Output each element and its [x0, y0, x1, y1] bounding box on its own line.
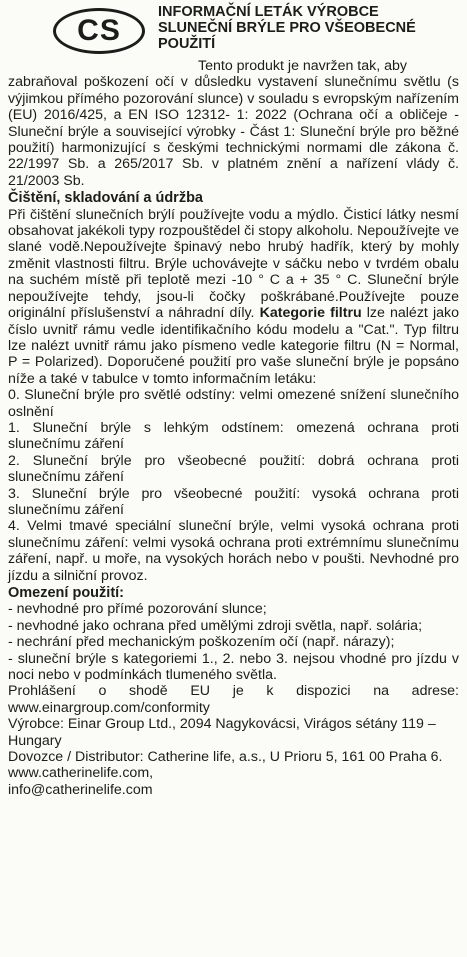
care-paragraph	[8, 207, 459, 387]
manufacturer-info: Výrobce: Einar Group Ltd., 2094 Nagykovácsi, Virágos sétány 119 – Hungary	[8, 716, 436, 749]
title-line-1: INFORMAČNÍ LETÁK VÝROBCE	[158, 4, 379, 20]
intro-paragraph: zabraňoval poškození očí v důsledku vystavení slunečnímu světlu (s výjimkou přímého pozorování slunce) v souladu s evropským nařízením (EU) 2016/425, a EN ISO 12312- 1: 2022 (Ochrana očí a obličeje - Sluneční brýle a související výrobky - Část 1: Sluneční brýle pro běžné použití) harmonizující s českými technickými normami dle zákona č. 22/1997 Sb. a 265/2017 Sb. v platném znění a nařízení vlády č. 21/2003 Sb.	[8, 74, 459, 189]
intro-first-line: Tento produkt je navržen tak, aby	[198, 58, 407, 74]
importer-info: Dovozce / Distributor: Catherine life, a.s., U Prioru 5, 161 00 Praha 6. www.catherinelife.com,	[8, 749, 443, 782]
title-line-2: SLUNEČNÍ BRÝLE PRO VŠEOBECNÉ	[158, 20, 416, 36]
filter-category-bold: Kategorie filtru	[259, 305, 362, 322]
conformity-declaration: Prohlášení o shodě EU je k dispozici na adrese:	[8, 683, 459, 700]
title-line-3: POUŽITÍ	[158, 36, 216, 52]
language-badge: CS	[53, 8, 145, 54]
limit-item: - sluneční brýle s kategoriemi 1., 2. nebo 3. nejsou vhodné pro jízdu v noci nebo v podmínkách tlumeného světla.	[8, 650, 459, 684]
conformity-url: www.einargroup.com/conformity	[8, 699, 210, 716]
limit-item: - nevhodné pro přímé pozorování slunce;	[8, 601, 267, 618]
leaflet-title	[158, 4, 463, 52]
limit-item: - nechrání před mechanickým poškozením očí (např. nárazy);	[8, 634, 395, 651]
leaflet-body	[8, 58, 459, 798]
care-text-before: Při čištění slunečních brýlí používejte vodu a mýdlo. Čisticí látky nesmí obsahovat jakékoli typy rozpouštědel či stopy alkoholu. Nepoužívejte ve slané vodě.Nepoužívejte špinavý nebo hrubý hadřík, který by mohly změnit vlastnosti filtru. Brýle uchovávejte v sáčku nebo v tvrdém obalu na suchém místě při teplotě mezi -10 ° C a + 35 ° C. Sluneční brýle nepoužívejte tehdy, jsou-li čočky poškrábané.Používejte pouze originální příslušenství a náhradní díly.	[8, 206, 459, 322]
header	[8, 4, 459, 60]
contact-email: info@catherinelife.com	[8, 781, 153, 798]
category-item: 4. Velmi tmavé speciální sluneční brýle, velmi vysoká ochrana proti slunečnímu záření: velmi vysoká ochrana proti extrémnímu slunečnímu záření, např. u moře, na vysokých horách nebo v poušti. Nevhodné pro jízdu a silniční provoz.	[8, 518, 459, 584]
footer-block	[8, 683, 459, 798]
limit-item: - nevhodné jako ochrana před umělými zdroji světla, např. solária;	[8, 617, 423, 634]
care-text-after: lze nalézt jako číslo uvnitř rámu vedle identifikačního kódu modelu a "Cat.". Typ filtru lze nalézt uvnitř rámu jako písmeno vedle kategorie filtru (N = Normal, P = Polarized). Doporučené použití pro vaše sluneční brýle je popsáno níže a také v tabulce v tomto informačním letáku:	[8, 305, 459, 387]
care-heading: Čištění, skladování a údržba	[8, 190, 203, 207]
category-item: 0. Sluneční brýle pro světlé odstíny: velmi omezené snížení slunečního oslnění	[8, 387, 459, 420]
limits-heading: Omezení použití:	[8, 585, 124, 601]
category-item: 2. Sluneční brýle pro všeobecné použití: dobrá ochrana proti slunečnímu záření	[8, 452, 459, 486]
category-item: 3. Sluneční brýle pro všeobecné použití: vysoká ochrana proti slunečnímu záření	[8, 485, 459, 518]
category-item: 1. Sluneční brýle s lehkým odstínem: omezená ochrana proti slunečnímu záření	[8, 419, 459, 453]
